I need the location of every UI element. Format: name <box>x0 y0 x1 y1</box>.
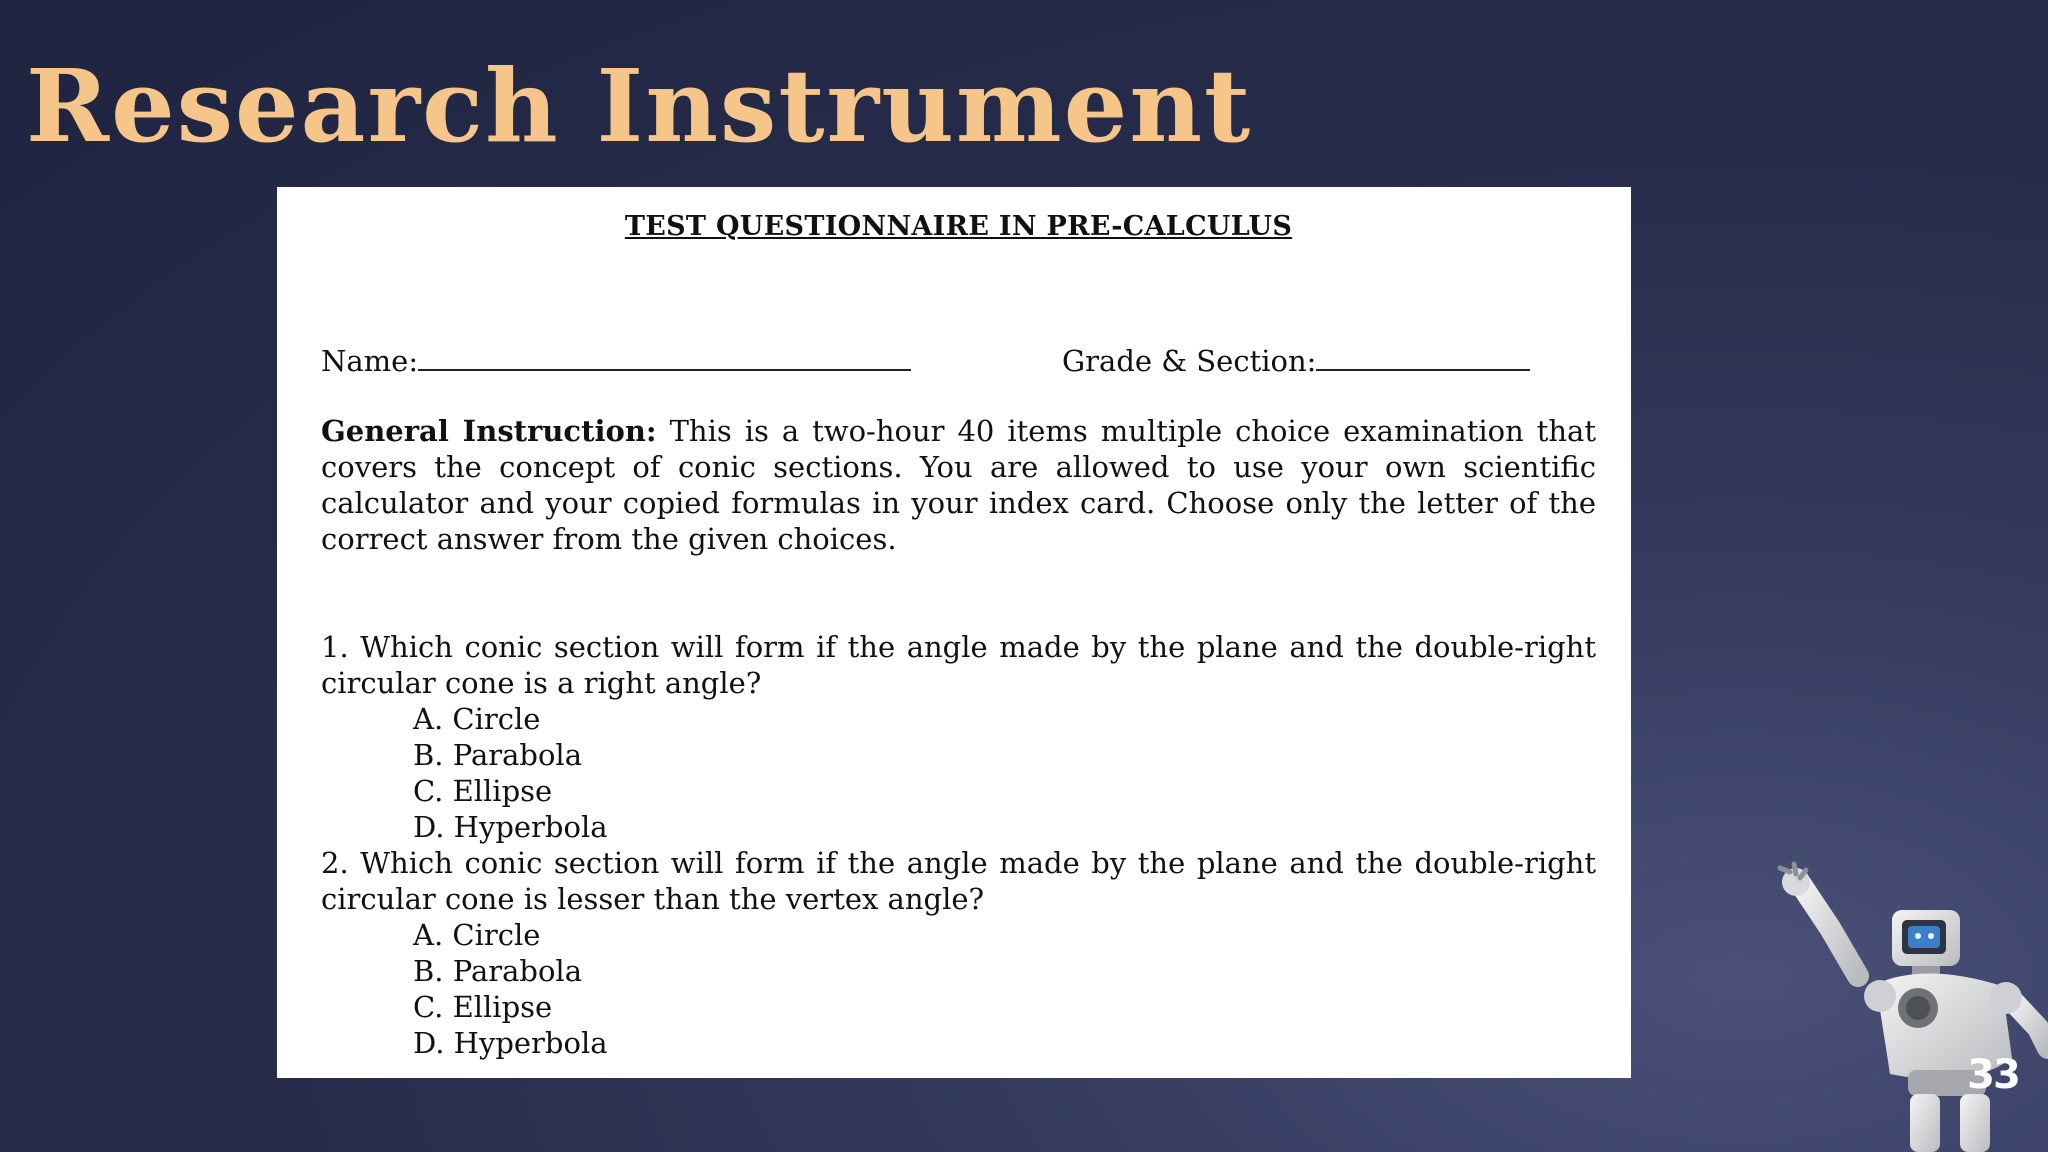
choice-item: B. Parabola <box>413 954 582 988</box>
question-stem: 1. Which conic section will form if the angle made by the plane and the double-right circular cone is a right angle? <box>321 630 1596 700</box>
grade-section-blank-line <box>1316 341 1530 371</box>
choice-item: D. Hyperbola <box>413 810 608 844</box>
instruction-label: General Instruction: <box>321 414 657 448</box>
choice-list <box>321 701 1596 845</box>
choice-item: A. Circle <box>413 918 541 952</box>
student-fields <box>321 341 1596 389</box>
name-label: Name: <box>321 344 419 378</box>
choice-item: A. Circle <box>413 702 541 736</box>
name-field <box>321 341 911 378</box>
questionnaire-title: TEST QUESTIONNAIRE IN PRE-CALCULUS <box>624 211 1293 242</box>
grade-section-label: Grade & Section: <box>1062 344 1317 378</box>
questionnaire-document <box>277 187 1631 1078</box>
question-stem: 2. Which conic section will form if the angle made by the plane and the double-right circular cone is lesser than the vertex angle? <box>321 846 1596 916</box>
slide-number: 33 <box>1967 1052 2019 1098</box>
choice-item: C. Ellipse <box>413 990 553 1024</box>
general-instruction <box>321 413 1596 557</box>
robot-mascot-icon <box>1770 858 2048 1152</box>
choice-item: B. Parabola <box>413 738 582 772</box>
question-list <box>321 629 1596 1061</box>
grade-section-field <box>1062 341 1530 378</box>
question-item <box>321 629 1596 845</box>
choice-item: D. Hyperbola <box>413 1026 608 1060</box>
question-item <box>321 845 1596 1061</box>
choice-list <box>321 917 1596 1061</box>
slide-title: Research Instrument <box>26 47 1253 165</box>
name-blank-line <box>418 341 911 371</box>
instruction-text: This is a two-hour 40 items multiple choice examination that covers the concept of conic sections. You are allowed to use your own scientific calculator and your copied formulas in your index card. Choose only the letter of the correct answer from the given choices. <box>321 414 1596 556</box>
choice-item: C. Ellipse <box>413 774 553 808</box>
